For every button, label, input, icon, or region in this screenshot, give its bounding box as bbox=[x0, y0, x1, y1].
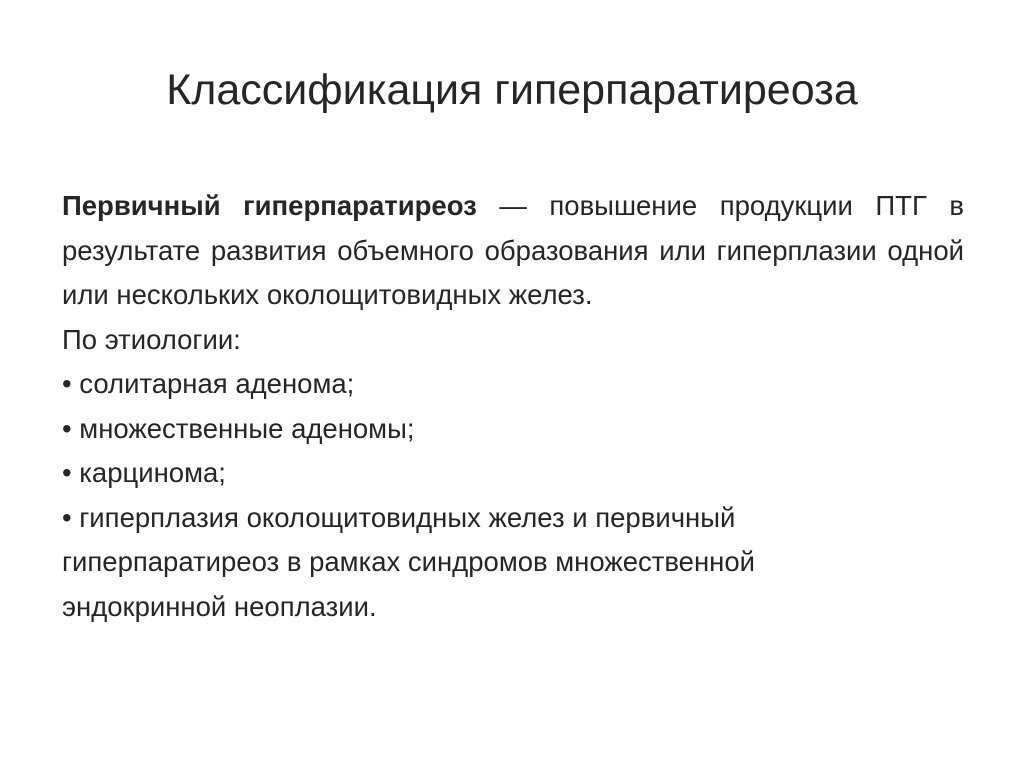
definition-term: Первичный гиперпаратиреоз bbox=[62, 190, 477, 221]
list-item-line: гиперпаратиреоз в рамках синдромов множественной bbox=[62, 546, 756, 577]
list-item-text: карцинома; bbox=[79, 457, 226, 488]
list-item-line: эндокринной неоплазии. bbox=[62, 590, 377, 622]
list-item-text: солитарная аденома; bbox=[79, 368, 355, 399]
list-item-line bbox=[62, 496, 964, 541]
slide-body bbox=[62, 184, 964, 629]
list-item bbox=[62, 362, 964, 407]
list-item-text: гиперплазия околощитовидных желез и первичный bbox=[79, 501, 736, 533]
list-item bbox=[62, 407, 964, 452]
bullet-marker: • bbox=[62, 368, 80, 399]
list-item bbox=[62, 451, 964, 496]
list-item bbox=[62, 496, 964, 630]
slide-title: Классификация гиперпаратиреоза bbox=[166, 66, 858, 114]
bullet-marker: • bbox=[62, 501, 80, 533]
definition-text: — повышение продукции ПТГ в результате развития объемного образования или гиперплазии одной или нескольких околощитовидных желез. bbox=[62, 190, 965, 310]
definition-paragraph bbox=[62, 184, 964, 318]
etiology-heading: По этиологии: bbox=[62, 323, 241, 355]
bullet-marker: • bbox=[62, 457, 80, 488]
list-item-text: множественные аденомы; bbox=[79, 412, 415, 444]
bullet-marker: • bbox=[62, 412, 80, 444]
